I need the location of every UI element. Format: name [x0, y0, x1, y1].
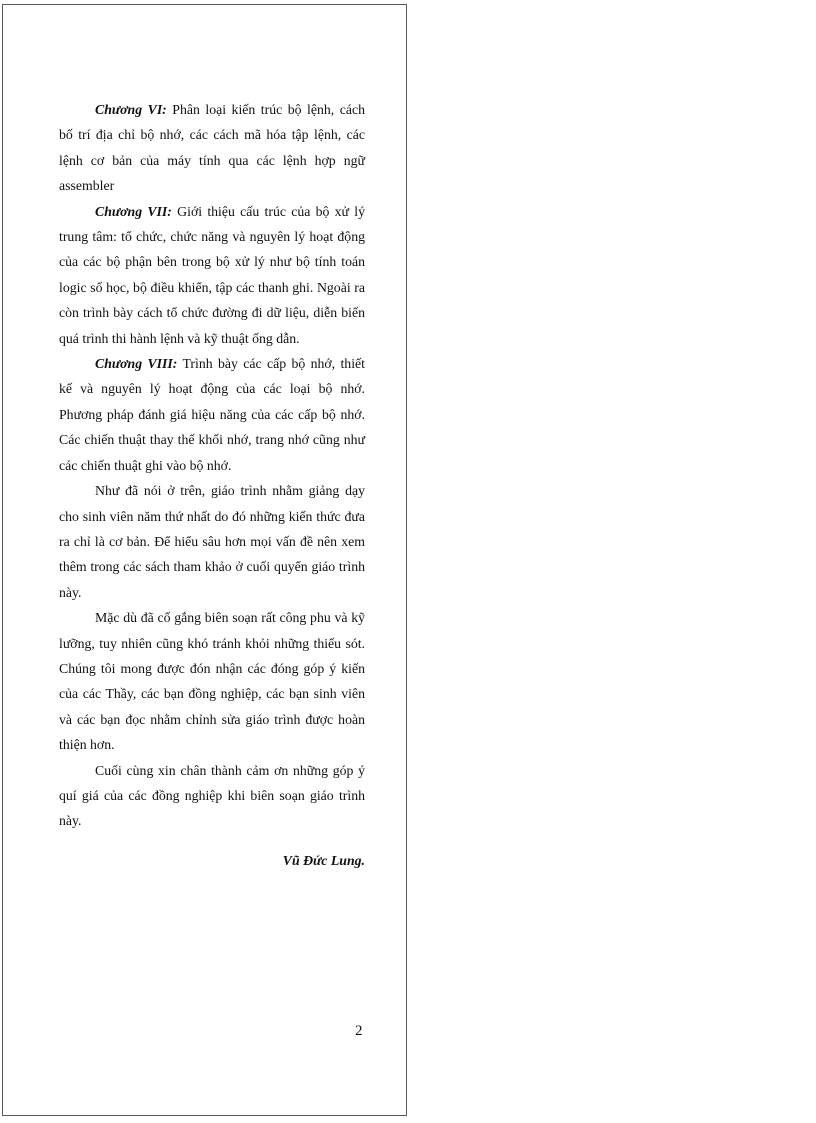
- paragraph-feedback: [59, 605, 365, 757]
- thanks-text: Cuối cùng xin chân thành cảm ơn những góp ý quí giá của các đồng nghiệp khi biên soạn giáo trình này.: [59, 762, 365, 829]
- paragraph-thanks: [59, 758, 365, 834]
- document-page: [2, 4, 407, 1116]
- chapter-7-text: Giới thiệu cấu trúc của bộ xử lý trung tâm: tổ chức, chức năng và nguyên lý hoạt động của các bộ phận bên trong bộ xử lý như bộ tính toán logic số học, bộ điều khiển, tập các thanh ghi. Ngoài ra còn trình bày cách tổ chức đường đi dữ liệu, diễn biến quá trình thi hành lệnh và kỹ thuật ống dẫn.: [59, 203, 365, 346]
- chapter-6-heading: Chương VI:: [95, 102, 167, 117]
- paragraph-chapter-8: [59, 351, 365, 478]
- chapter-8-text: Trình bày các cấp bộ nhớ, thiết kế và nguyên lý hoạt động của các loại bộ nhớ. Phương pháp đánh giá hiệu năng của các cấp bộ nhớ. Các chiến thuật thay thế khối nhớ, trang nhớ cũng như các chiến thuật ghi vào bộ nhớ.: [59, 356, 365, 473]
- feedback-text: Mặc dù đã cố gắng biên soạn rất công phu và kỹ lưỡng, tuy nhiên cũng khó tránh khỏi những thiếu sót. Chúng tôi mong được đón nhận các đóng góp ý kiến của các Thầy, các bạn đồng nghiệp, các bạn sinh viên và các bạn đọc nhằm chỉnh sửa giáo trình được hoàn thiện hơn.: [59, 610, 365, 753]
- paragraph-intro-note: [59, 478, 365, 605]
- intro-note-text: Như đã nói ở trên, giáo trình nhằm giảng dạy cho sinh viên năm thứ nhất do đó những kiến thức đưa ra chỉ là cơ bản. Để hiểu sâu hơn mọi vấn đề nên xem thêm trong các sách tham khảo ở cuối quyển giáo trình này.: [59, 483, 365, 600]
- chapter-8-heading: Chương VIII:: [95, 356, 178, 372]
- page-number: 2: [355, 1023, 363, 1039]
- paragraph-chapter-6: [59, 97, 365, 199]
- paragraph-chapter-7: [59, 199, 365, 351]
- page-body: [59, 97, 365, 873]
- chapter-7-heading: Chương VII:: [95, 203, 172, 219]
- chapter-6-text: Phân loại kiến trúc bộ lệnh, cách bố trí địa chỉ bộ nhớ, các cách mã hóa tập lệnh, các lệnh cơ bản của máy tính qua các lệnh hợp ngữ assembler: [59, 102, 365, 194]
- author-signature: Vũ Đức Lung.: [282, 852, 365, 868]
